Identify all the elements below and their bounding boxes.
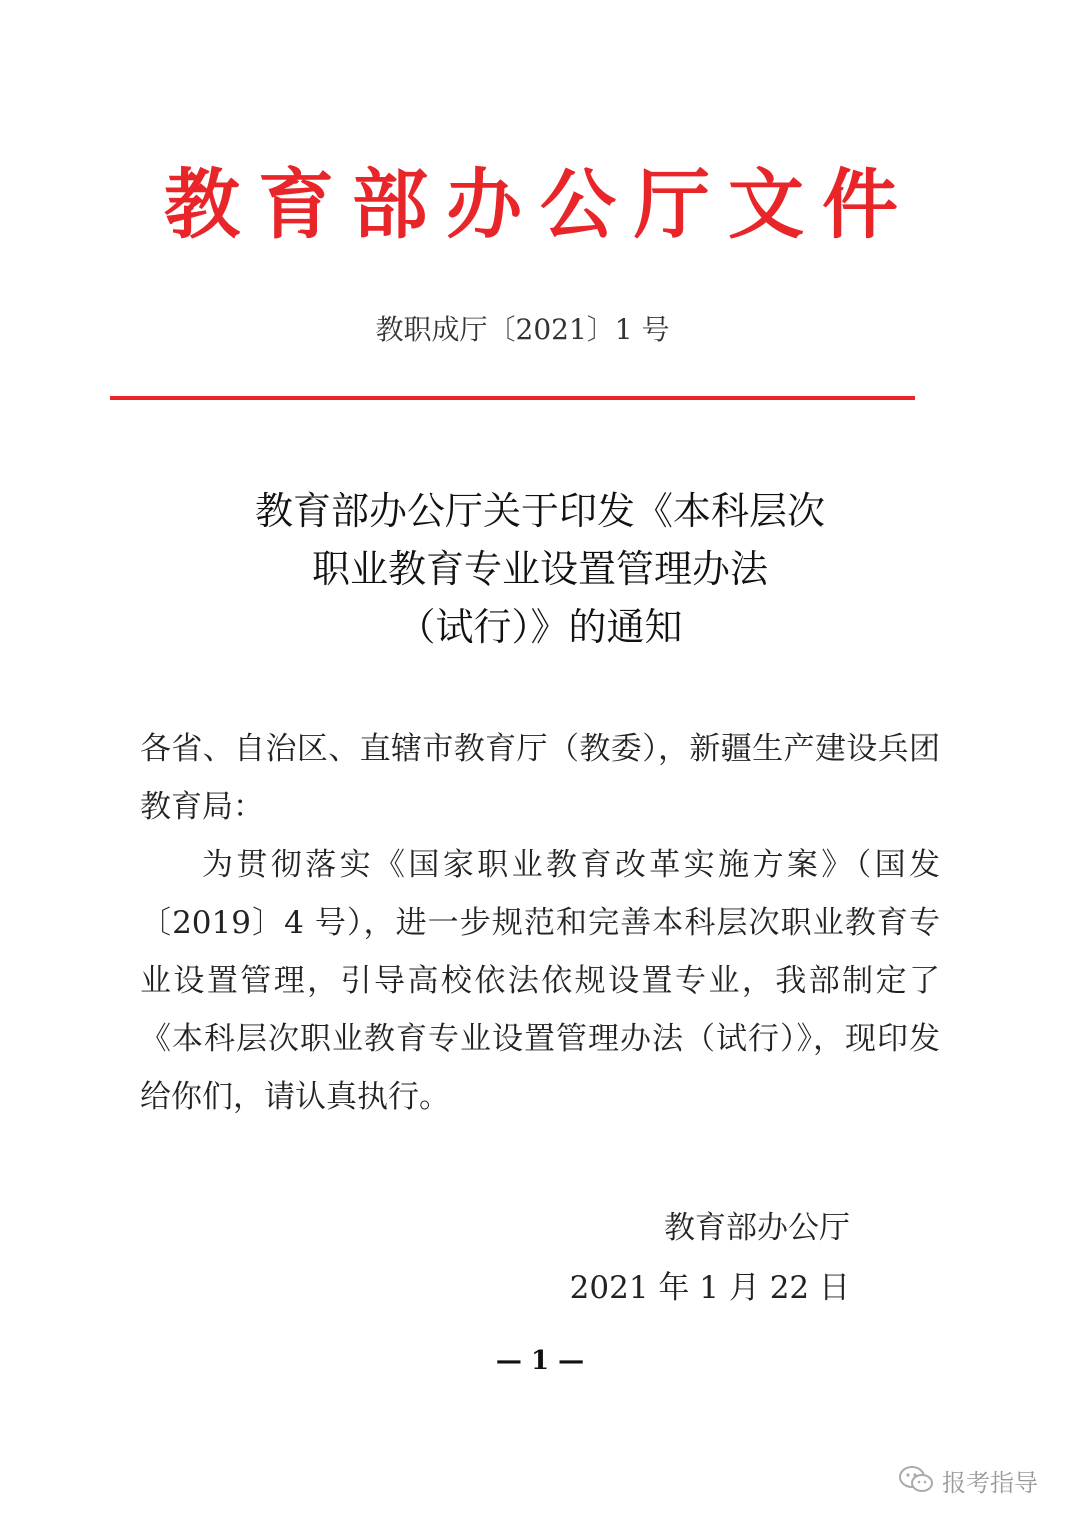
document-number: 教职成厅〔2021〕1 号 [375,313,670,346]
notice-body [140,720,940,1126]
page-number: — 1 — [495,1346,585,1376]
title-line-1: 教育部办公厅关于印发《本科层次 [254,489,825,533]
recipients-paragraph: 各省、自治区、直辖市教育厅（教委），新疆生产建设兵团教育局： [140,731,940,825]
masthead-title: 教育部办公厅文件 [164,160,916,249]
watermark [898,1460,1038,1500]
signature-block [520,1198,850,1318]
title-line-2: 职业教育专业设置管理办法 [311,547,768,591]
notice-title [0,482,1080,656]
title-line-3: （试行）》的通知 [397,605,683,649]
issue-date: 2021 年 1 月 22 日 [569,1270,850,1306]
watermark-text: 报考指导 [942,1468,1038,1497]
red-divider-line [110,396,915,400]
main-paragraph: 为贯彻落实《国家职业教育改革实施方案》（国发〔2019〕4 号），进一步规范和完善本科层次职业教育专业设置管理，引导高校依法依规设置专业，我部制定了《本科层次职业教育专业设置管理办法（试行）》，现印发给你们，请认真执行。 [140,847,940,1115]
issuer-name: 教育部办公厅 [664,1210,850,1246]
wechat-icon [898,1465,934,1495]
